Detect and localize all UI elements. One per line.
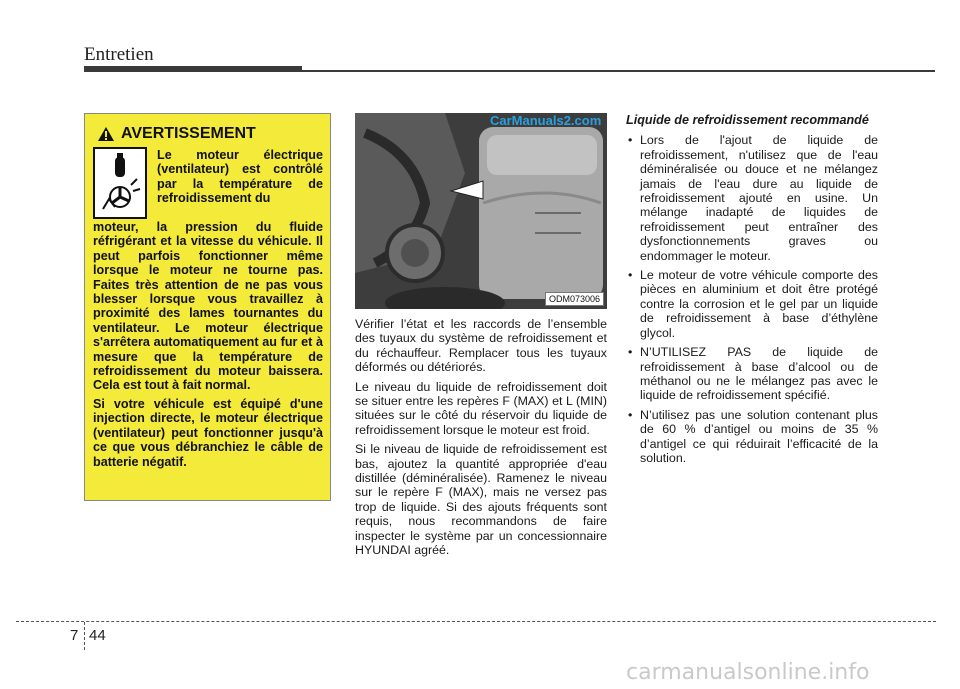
coolant-check-text xyxy=(355,317,607,563)
list-item xyxy=(626,345,878,403)
bullet-icon: • xyxy=(628,268,633,283)
coolant-reservoir-photo xyxy=(355,113,607,309)
figure-code: ODM073006 xyxy=(545,292,604,306)
list-item-text: Le moteur de votre véhicule comporte des pièces en aluminium et doit être protégé contre la corrosion et le gel par un liquide de refroidissement à base d’éthylène glycol. xyxy=(640,268,878,340)
list-item-text: N’utilisez pas une solution contenant plus de 60 % d’antigel ou moins de 35 % d’antigel ce qui réduirait l’efficacité de la solution. xyxy=(640,407,878,465)
list-item xyxy=(626,408,878,466)
warning-heading xyxy=(97,123,256,145)
warning-lead-text: Le moteur électrique (ventilateur) est contrôlé par la température de refroidissement du xyxy=(157,148,323,206)
chapter-number: 7 xyxy=(70,627,79,644)
page-header-title: Entretien xyxy=(84,44,154,65)
body-paragraph: Vérifier l’état et les raccords de l’ensemble des tuyaux du système de refroidissement et du réchauffeur. Remplacer tous les tuyaux déformés ou détériorés. xyxy=(355,317,607,375)
recommended-coolant-section xyxy=(626,113,878,470)
figure-watermark: CarManuals2.com xyxy=(490,113,602,128)
bullet-icon: • xyxy=(628,133,633,148)
warning-body xyxy=(93,220,323,469)
list-item-text: N’UTILISEZ PAS de liquide de refroidissement à base d’alcool ou de méthanol ou ne le mélangez pas avec le liquide de refroidissement spécifié. xyxy=(640,345,878,403)
bullet-icon: • xyxy=(628,345,633,360)
warning-title: AVERTISSEMENT xyxy=(121,125,256,142)
header-rule-thin xyxy=(84,70,935,72)
engine-illustration xyxy=(355,113,607,309)
warning-paragraph: moteur, la pression du fluide réfrigérant et la vitesse du véhicule. Il peut parfois fonctionner même lorsque le moteur ne tourne pas. Faites très attention de ne pas vous blesser lorsque vous travaillez à proximité des lames tournantes du ventilateur. Le moteur électrique s'arrêtera automatiquement au fur et à mesure que la température de refroidissement du moteur baissera. Cela est tout à fait normal. xyxy=(93,220,323,393)
footer-divider xyxy=(84,622,85,650)
site-watermark: carmanualsonline.info xyxy=(626,660,870,685)
list-item xyxy=(626,133,878,263)
fan-hazard-icon xyxy=(93,147,147,219)
warning-triangle-icon xyxy=(97,126,115,142)
coolant-bullet-list xyxy=(626,133,878,465)
list-item-text: Lors de l'ajout de liquide de refroidissement, n'utilisez que de l'eau déminéralisée ou douce et ne mélangez jamais de l'eau dure au liquide de refroidissement ajouté en usine. Un mélange inadapté de liquides de refroidissement peut entraîner des dysfonctionnements graves ou endommager le moteur. xyxy=(640,133,878,263)
list-item xyxy=(626,268,878,340)
section-heading: Liquide de refroidissement recommandé xyxy=(626,113,869,127)
footer-rule xyxy=(16,621,936,622)
warning-paragraph: Si votre véhicule est équipé d'une injection directe, le moteur électrique (ventilateur) peut fonctionner jusqu'à ce que vous débranchiez le câble de batterie négatif. xyxy=(93,396,323,469)
body-paragraph: Le niveau du liquide de refroidissement doit se situer entre les repères F (MAX) et L (MIN) situées sur le côté du réservoir du liquide de refroidissement lorsque le moteur est froid. xyxy=(355,379,607,437)
body-paragraph: Si le niveau de liquide de refroidissement est bas, ajoutez la quantité appropriée d'eau distillée (déminéralisée). Ramenez le niveau sur le repère F (MAX), mais ne versez pas trop de liquide. Si des ajouts fréquents sont requis, nous recommandons de faire inspecter le système par un concessionnaire HYUNDAI agréé. xyxy=(355,442,607,558)
warning-box xyxy=(84,113,331,501)
bullet-icon: • xyxy=(628,407,633,422)
page-number: 44 xyxy=(89,627,106,644)
